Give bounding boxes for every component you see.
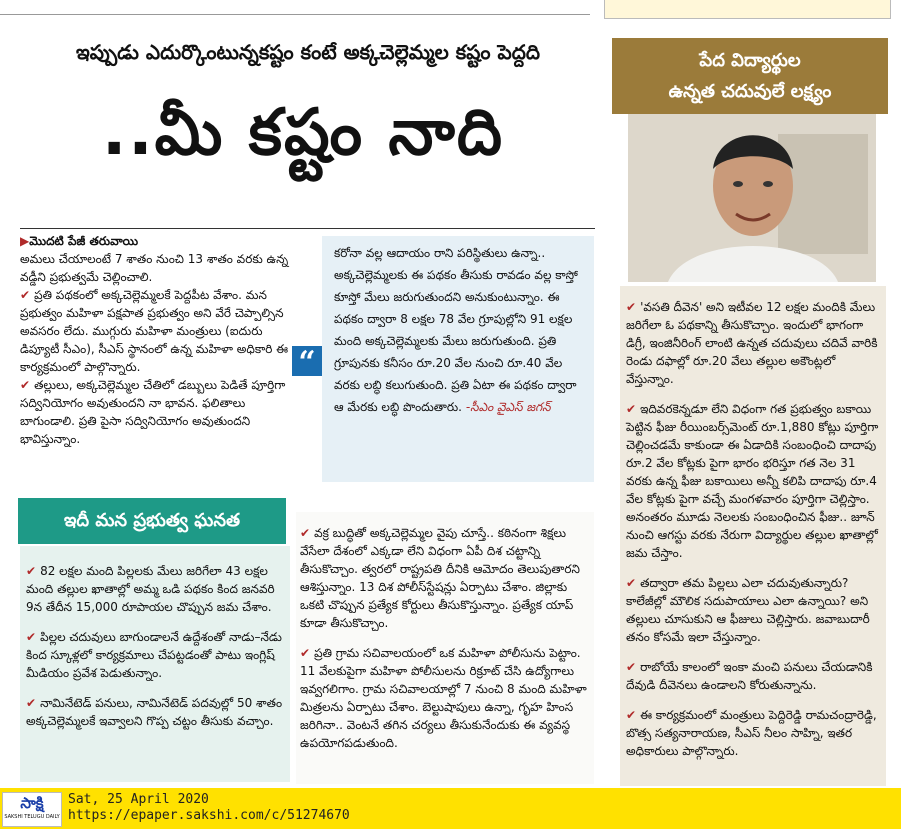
sidebar-item: ✔ ఇదివరకెన్నడూ లేని విధంగా గత ప్రభుత్వం బకాయి పెట్టిన ఫీజు రీయింబర్స్‌మెంట్ రూ.1,880 కోట్లు పూర్తిగా చెల్లించడమే కాకుండా ఈ ఏడాదికి సంబంధించి దాదాపు రూ.2 వేల కోట్లకు పైగా భారం భరిస్తూ గత నెల 31 వరకు ఉన్న ఫీజు బకాయిలు అన్నీ కలిపి దాదాపు రూ.4 వేల కోట్లకు పైగా వచ్చే మంగళవారం పూర్తిగా చెల్లిస్తాం. అనంతరం మూడు నెలలకు సంబంధించిన ఫీజు.. జూన్ నుంచి ఆగస్టు వరకు నేరుగా విద్యార్థుల తల్లుల ఖాతాల్లో జమ చేస్తాం. [626,402,879,560]
cm-portrait-photo [628,114,876,282]
checkmark-icon: ✔ [20,378,31,392]
sidebar-title-line1: పేద విద్యార్థుల [699,50,801,71]
logo-text: సాక్షి [20,794,44,812]
sidebar-item: ✔ 'వసతి దీవెన' అని ఇటీవల 12 లక్షల మందికి మేలు జరిగేలా ఓ పథకాన్ని తీసుకొచ్చాం. ఇందులో భాగంగా డిగ్రీ, ఇంజినీరింగ్ లాంటి ఉన్నత చదువులు చదివే వారికి రెండు దఫాల్లో రూ.20 వేలు తల్లుల అకౌంట్లలో వేస్తున్నాం. [626,300,878,386]
sidebar-item: ✔ ఈ కార్యక్రమంలో మంత్రులు పెద్దిరెడ్డి రామచంద్రారెడ్డి, బొత్స సత్యనారాయణ, సీఎస్ నీలం సాహ్ని, ఇతర అధికారులు పాల్గొన్నారు. [626,708,877,758]
previous-article-strip [0,0,901,22]
article-column-3 [296,512,594,784]
column-paragraph: ✔ తల్లులు, అక్కచెల్లెమ్మల చేతిలో డబ్బులు పెడితే పూర్తిగా సద్వినియోగం అవుతుందని నా భావన. ఫలితాలు బాగుండాలి. ప్రతి పైసా సద్వినియోగం అవుతుందని భావిస్తున్నాం. [20,378,286,446]
cm-quote-box [322,236,594,482]
continued-from: మొదటి పేజీ తరువాయి [29,234,139,248]
publication-date: Sat, 25 April 2020 [68,792,209,807]
column-paragraph: ✔ వక్ర బుద్ధితో అక్కచెల్లెమ్మల వైపు చూస్తే.. కఠినంగా శిక్షలు వేసేలా దేశంలో ఎక్కడా లేని విధంగా ఏపీ దిశ చట్టాన్ని తీసుకొచ్చాం. త్వరలో రాష్ట్రపతి దీనికి ఆమోదం తెలుపుతారని ఆశిస్తున్నాం. 13 దిశ పోలీస్‌స్టేషన్లు ఏర్పాటు చేశాం. జిల్లాకు ఒకటి చొప్పున ప్రత్యేక కోర్టులు తీసుకొస్తున్నాం. ప్రత్యేక యాప్ కూడా తీసుకొచ్చాం. [300,526,580,630]
previous-box-edge [604,0,891,19]
sakshi-logo[interactable] [2,792,62,827]
sidebar-item: ✔ తద్వారా తమ పిల్లలు ఎలా చదువుతున్నారు? కాలేజీల్లో మౌలిక సదుపాయాలు ఎలా ఉన్నాయి? అని తల్లులు చూసుకుని ఆ ఫీజులు చెల్లిస్తారు. జవాబుదారీ తనం కోసమే ఇలా చేస్తున్నాం. [626,576,870,644]
article-column-1 [20,232,290,448]
sidebar-title-line2: ఉన్నత చదువులే లక్ష్యం [668,81,832,102]
checkmark-icon: ✔ [626,300,637,314]
column-paragraph: అమలు చేయాలంటే 7 శాతం నుంచి 13 శాతం వరకు ఉన్న వడ్డీని ప్రభుత్వమే చెల్లించాలి. [20,252,289,284]
checkmark-icon: ✔ [626,660,637,674]
sidebar-column [620,286,886,786]
achievement-item: ✔ 82 లక్షల మంది పిల్లలకు మేలు జరిగేలా 43 లక్షల మంది తల్లుల ఖాతాల్లో అమ్మ ఒడి పథకం కింద జనవరి 9న తేదీన 15,000 రూపాయల చొప్పున జమ చేశాం. [26,564,275,614]
sidebar-title [612,38,888,114]
checkmark-icon: ✔ [26,564,37,578]
headline-rule [20,228,595,229]
checkmark-icon: ✔ [626,708,637,722]
article-headline: ..మీ కష్టం నాది [101,96,505,170]
checkmark-icon: ✔ [300,646,311,660]
quote-signature: -సీఎం వైఎస్ జగన్ [465,400,551,414]
checkmark-icon: ✔ [20,288,31,302]
checkmark-icon: ✔ [26,696,37,710]
achievement-item: ✔ పిల్లల చదువులు బాగుండాలనే ఉద్దేశంతో నాడు–నేడు కింద స్కూళ్లలో కార్యక్రమాలు చేపట్టడంతో పాటు ఇంగ్లిష్ మీడియం ప్రవేశ పెడుతున్నాం. [26,630,282,680]
column-paragraph: ✔ ప్రతి పథకంలో అక్కచెల్లెమ్మలకే పెద్దపీట వేశాం. మన ప్రభుత్వం మహిళా పక్షపాత ప్రభుత్వం అని వేరే చెప్పాల్సిన అవసరం లేదు. ముగ్గురు మహిళా మంత్రులు (ఐదురు డిప్యూటీ సీఎం), సీఎస్ స్థానంలో ఉన్న మహిళా అధికారి ఈ కార్యక్రమంలో పాల్గొన్నారు. [20,288,289,374]
logo-subtext: SAKSHI TELUGU DAILY [4,814,60,820]
portrait-illustration [628,114,876,282]
quote-mark-icon: “ [292,346,322,376]
quote-text: కరోనా వల్ల ఆదాయం రాని పరిస్థితులు ఉన్నా.. అక్కచెల్లెమ్మలకు ఈ పథకం తీసుకు రావడం వల్ల కాస్తో కూస్తో మేలు జరుగుతుందని అనుకుంటున్నాం. ఈ పథకం ద్వారా 8 లక్షల 78 వేల గ్రూపుల్లోని 91 లక్షల మంది అక్కచెల్లెమ్మలకు మేలు జరుగుతుంది. ప్రతి గ్రూపునకు కనీసం రూ.20 వేల నుంచి రూ.40 వేల వరకు లబ్ధి కలుగుతుంది. ప్రతి ఏటా ఈ పథకం ద్వారా ఆ మేరకు లబ్ధి పొందుతారు. [334,246,578,414]
achievement-item: ✔ నామినేటెడ్ పనులు, నామినేటెడ్ పదవుల్లో 50 శాతం అక్కచెల్లెమ్మలకే ఇవ్వాలని గొప్ప చట్టం తీసుకు వచ్చాం. [26,696,283,728]
sidebar-item: ✔ రాబోయే కాలంలో ఇంకా మంచి పనులు చేయడానికి దేవుడి దీవెనలు ఉండాలని కోరుతున్నాను. [626,660,873,692]
checkmark-icon: ✔ [626,576,637,590]
continued-marker: ▶మొదటి పేజీ తరువాయి [20,234,139,248]
achievements-banner: ఇదీ మన ప్రభుత్వ ఘనత [18,498,286,544]
column-paragraph: ✔ ప్రతి గ్రామ సచివాలయంలో ఒక మహిళా పోలీసును పెట్టాం. 11 వేలకుపైగా మహిళా పోలీసులను రిక్రూట్ చేసి ఉద్యోగాలు ఇవ్వగలిగాం. గ్రామ సచివాలయాల్లో 7 నుంచి 8 మంది మహిళా మిత్రలను ఏర్పాటు చేశాం. బెల్టుషాపులు ఉన్నా, గృహ హింస జరిగినా.. వెంటనే తగిన చర్యలు తీసుకునేందుకు ఈ వ్యవస్థ ఉపయోగపడుతుంది. [300,646,587,750]
article-kicker: ఇప్పుడు ఎదుర్కొంటున్నకష్టం కంటే అక్కచెల్లెమ్మల కష్టం పెద్దది [76,40,540,64]
checkmark-icon: ✔ [626,402,637,416]
previous-article-edge [0,0,590,15]
checkmark-icon: ✔ [26,630,37,644]
checkmark-icon: ✔ [300,526,311,540]
epaper-url[interactable]: https://epaper.sakshi.com/c/51274670 [68,808,350,823]
achievements-column [20,546,290,782]
